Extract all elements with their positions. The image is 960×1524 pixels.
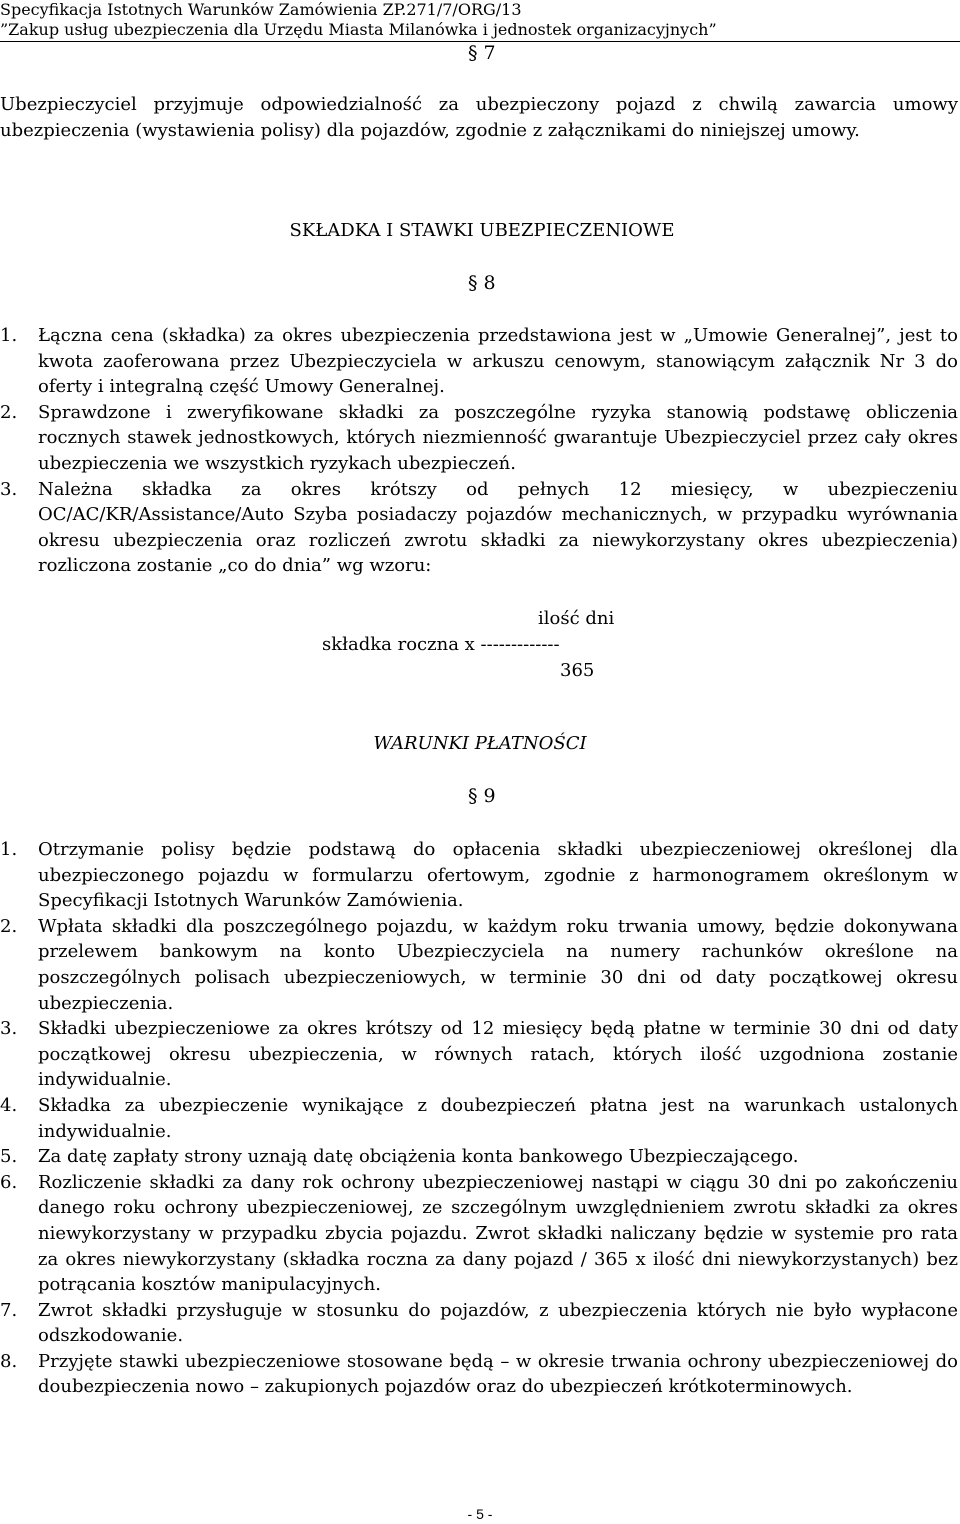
list-item-text: Składki ubezpieczeniowe za okres krótszy od 12 miesięcy będą płatne w terminie 30 dni od daty początkowej okresu ubezpieczenia, w równych ratach, których ilość uzgodniona zostanie indywidualnie. xyxy=(38,1018,958,1091)
list-item-number: 7. xyxy=(0,1299,18,1321)
list-item xyxy=(0,914,958,1016)
list-item xyxy=(0,1298,958,1349)
list-item-number: 3. xyxy=(0,1018,18,1040)
list-item-number: 3. xyxy=(0,478,18,500)
list-item-text: Łączna cena (składka) za okres ubezpieczenia przedstawiona jest w „Umowie Generalnej”, jest to kwota zaoferowana przez Ubezpieczyciela w arkuszu cenowym, stanowiącym załącznik Nr 3 do oferty i integralną część Umowy Generalnej. xyxy=(38,325,958,398)
list-item-number: 5. xyxy=(0,1146,18,1168)
list-item xyxy=(0,400,958,477)
list-item-number: 6. xyxy=(0,1171,18,1193)
premium-formula xyxy=(322,606,614,684)
list-item-number: 2. xyxy=(0,915,18,937)
section-heading-premium-text: SKŁADKA I STAWKI UBEZPIECZENIOWE xyxy=(289,220,675,241)
list-item xyxy=(0,1016,958,1093)
list-item-text: Za datę zapłaty strony uznają datę obciążenia konta bankowego Ubezpieczającego. xyxy=(38,1146,799,1168)
section-heading-payment: WARUNKI PŁATNOŚCI xyxy=(373,733,587,754)
list-item-text: Sprawdzone i zweryfikowane składki za poszczególne ryzyka stanowią podstawę obliczenia rocznych stawek jednostkowych, których niezmienność gwarantuje Ubezpieczyciel przez cały okres ubezpieczenia we wszystkich ryzykach ubezpieczeń. xyxy=(38,401,958,474)
list-item xyxy=(0,837,958,914)
paragraph-9-symbol: § 9 xyxy=(468,785,496,807)
paragraph-8-symbol: § 8 xyxy=(468,272,496,294)
paragraph-7-symbol: § 7 xyxy=(468,42,496,64)
paragraph-9-list xyxy=(0,837,958,1400)
list-item xyxy=(0,1144,958,1170)
header-line-1: Specyfikacja Istotnych Warunków Zamówienia ZP.271/7/ORG/13 xyxy=(0,0,522,19)
formula-numerator: ilość dni xyxy=(538,608,615,629)
header-line-2: ”Zakup usług ubezpieczenia dla Urzędu Miasta Milanówka i jednostek organizacyjnych” xyxy=(0,20,960,42)
list-item-number: 4. xyxy=(0,1094,18,1116)
formula-middle xyxy=(322,632,614,658)
list-item-text: Należna składka za okres krótszy od pełnych 12 miesięcy, w ubezpieczeniu OC/AC/KR/Assistance/Auto Szyba posiadaczy pojazdów mechanicznych, w przypadku wyrównania okresu ubezpieczenia oraz rozliczeń zwrotu składki za niewykorzystany okres ubezpieczenia) rozliczona zostanie „co do dnia” wg wzoru: xyxy=(38,478,958,577)
list-item-text: Przyjęte stawki ubezpieczeniowe stosowane będą – w okresie trwania ochrony ubezpieczeniowej do doubezpieczenia nowo – zakupionych pojazdów oraz do ubezpieczeń krótkoterminowych. xyxy=(38,1350,958,1398)
paragraph-7-text: Ubezpieczyciel przyjmuje odpowiedzialność za ubezpieczony pojazd z chwilą zawarcia umowy ubezpieczenia (wystawienia polisy) dla pojazdów, zgodnie z załącznikami do niniejszej umowy. xyxy=(0,94,958,141)
list-item-number: 8. xyxy=(0,1350,18,1372)
section-heading-premium xyxy=(0,220,960,241)
list-item-text: Otrzymanie polisy będzie podstawą do opłacenia składki ubezpieczeniowej określonej dla ubezpieczonego pojazdu w formularzu ofertowym, zgodnie z harmonogramem określonym w Specyfikacji Istotnych Warunków Zamówienia. xyxy=(38,839,958,912)
list-item-number: 2. xyxy=(0,401,18,423)
list-item xyxy=(0,477,958,579)
list-item-number: 1. xyxy=(0,839,18,860)
formula-line: ------------- xyxy=(480,634,560,655)
list-item xyxy=(0,1093,958,1144)
list-item xyxy=(0,1170,958,1298)
list-item-text: Składka za ubezpieczenie wynikające z doubezpieczeń płatna jest na warunkach ustalonych indywidualnie. xyxy=(38,1094,958,1142)
list-item-text: Wpłata składki dla poszczególnego pojazdu, w każdym roku trwania umowy, będzie dokonywana przelewem bankowym na konto Ubezpieczyciela na numery rachunków określone na poszczególnych polisach ubezpieczeniowych, w terminie 30 dni od daty początkowej okresu ubezpieczenia. xyxy=(38,915,958,1014)
formula-left: składka roczna x xyxy=(322,634,481,655)
page-number: - 5 - xyxy=(467,1506,493,1522)
list-item xyxy=(0,323,958,400)
list-item-text: Rozliczenie składki za dany rok ochrony ubezpieczeniowej nastąpi w ciągu 30 dni po zakończeniu danego roku ochrony ubezpieczeniowej, ze szczególnym uwzględnieniem zwrotu składki za okres niewykorzystany w przypadku zbycia pojazdu. Zwrot składki naliczany będzie w systemie pro rata za okres niewykorzystany (składka roczna za dany pojazd / 365 x ilość dni niewykorzystanych) bez potrącania kosztów manipulacyjnych. xyxy=(38,1171,958,1296)
list-item-number: 1. xyxy=(0,325,18,346)
list-item-text: Zwrot składki przysługuje w stosunku do pojazdów, z ubezpieczenia których nie było wypłacone odszkodowanie. xyxy=(38,1299,958,1347)
paragraph-8-list xyxy=(0,323,958,579)
formula-denominator: 365 xyxy=(560,660,595,681)
list-item xyxy=(0,1349,958,1400)
